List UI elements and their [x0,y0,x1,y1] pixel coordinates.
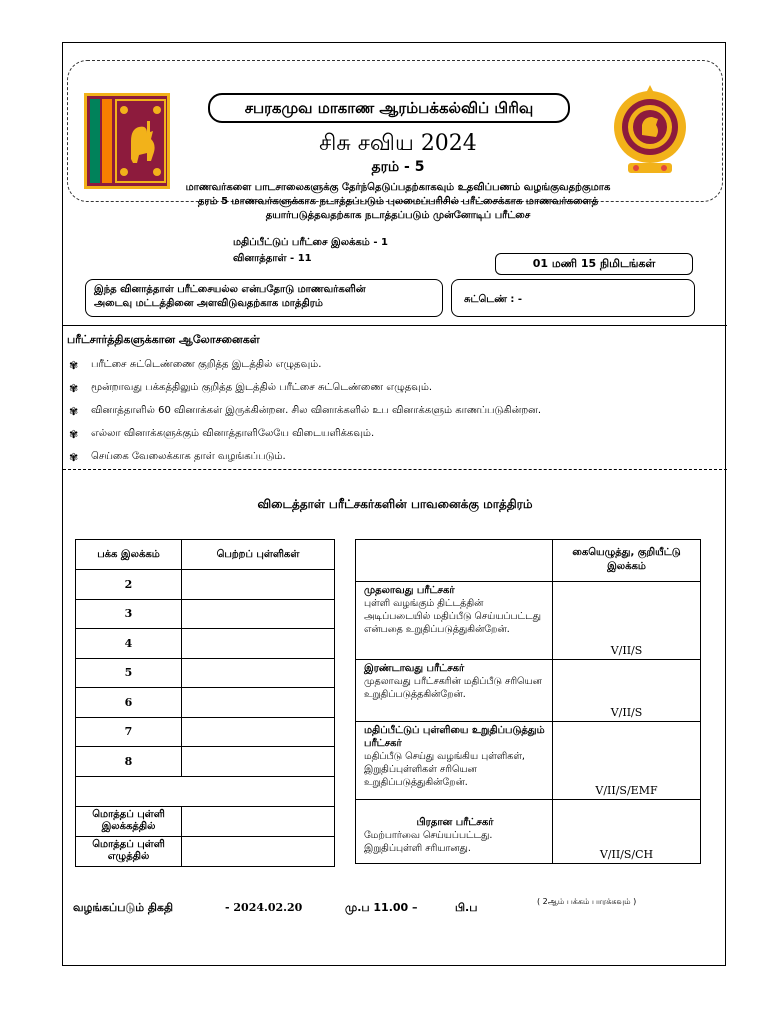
table-row [76,836,335,866]
table-row [356,660,701,722]
sri-lanka-flag-icon [84,93,170,189]
marks-cell[interactable] [182,717,335,747]
table-header-row [356,540,701,582]
table-row [356,582,701,660]
total-words-cell[interactable] [182,836,335,866]
table-row [76,599,335,629]
instruction-text: மூன்றாவது பக்கத்திலும் குறித்த இடத்தில் பரீட்சை சுட்டெண்ணை எழுதவும். [91,382,433,393]
signature-code-cell[interactable]: V/II/S/EMF [553,722,701,800]
role-title: பிரதான பரீட்சகர் [416,817,494,828]
role-title: இரண்டாவது பரீட்சகர் [364,663,465,674]
role-desc: மதிப்பீடு செய்து வழங்கிய புள்ளிகள், இறுதிப்புள்ளிகள் சரியென உறுதிப்படுத்துகின்றேன். [364,751,525,788]
second-examiner-cell [356,660,553,722]
instruction-text: பரீட்சை சுட்டெண்ணை குறித்த இடத்தில் எழுதவும். [91,359,322,370]
marks-cell[interactable] [182,658,335,688]
column-header: பெற்றப் புள்ளிகள் [182,540,335,570]
examiner-section-title: விடைத்தாள் பரீட்சகர்களின் பாவனைக்கு மாத்திரம் [257,497,533,511]
list-item [69,382,719,405]
instructions-list [69,359,719,474]
time-start: மு.ப 11.00 – [345,901,418,914]
date-label: வழங்கப்படும் திகதி [73,901,173,914]
signature-code-cell[interactable]: V/II/S/CH [553,800,701,864]
page-number-cell: 4 [76,629,182,659]
role-desc: மேற்பார்வை செய்யப்பட்டது. இறுதிப்புள்ளி சரியானது. [364,830,493,854]
flower-bullet-icon: ✾ [69,451,79,464]
total-number-label: மொத்தப் புள்ளி இலக்கத்தில் [76,806,182,836]
marks-cell[interactable] [182,599,335,629]
time-end: பி.ப [455,901,478,914]
marks-table [75,539,335,867]
signature-code-cell[interactable]: V/II/S [553,660,701,722]
paper-number: வினாத்தாள் - 11 [233,253,312,264]
marks-verifier-cell [356,722,553,800]
note-box [85,279,443,317]
table-row [76,717,335,747]
flower-bullet-icon: ✾ [69,359,79,372]
flower-bullet-icon: ✾ [69,428,79,441]
note-line: அடைவு மட்டத்தினை அளவிடுவதற்காக மாத்திரம் [94,298,323,309]
blank-cell [76,776,335,806]
duration-box: 01 மணி 15 நிமிடங்கள் [495,253,693,275]
instructions-title: பரீட்சார்த்திகளுக்கான ஆலோசனைகள் [67,333,260,346]
page-number-cell: 6 [76,688,182,718]
exam-paper-page [62,42,726,966]
intro-text [103,181,693,223]
page-number-cell: 2 [76,570,182,600]
table-row [76,629,335,659]
grade-label: தரம் - 5 [371,159,425,175]
page-number-cell: 8 [76,747,182,777]
first-examiner-cell [356,582,553,660]
instruction-text: எல்லா வினாக்களுக்கும் வினாத்தாளிலேயே விடையளிக்கவும். [91,428,375,439]
intro-line: தயார்படுத்தவதற்காக நடாத்தப்படும் முன்னோடிப் பரீட்சை [265,210,531,221]
intro-line: தரம் 5 மாணவர்களுக்காக நடாத்தப்படும் புலமைப்பரிசில் பரீட்சைக்காக மாணவர்களைத் [197,196,599,207]
list-item [69,405,719,428]
blank-header-cell [356,540,553,582]
total-words-label: மொத்தப் புள்ளி எழுத்தில் [76,836,182,866]
table-row [356,722,701,800]
table-header-row [76,540,335,570]
index-number-box[interactable]: சுட்டெண் : - [451,279,695,317]
table-row [76,806,335,836]
role-desc: புள்ளி வழங்கும் திட்டத்தின் அடிப்படையில் மதிப்பீடு செய்யப்பட்டது என்பதை உறுதிப்படுத்துகின்றேன். [364,598,541,635]
note-line: இந்த வினாத்தாள் பரீட்சையல்ல என்பதோடு மாணவர்களின் [94,284,366,295]
instruction-text: செய்கை வேலைக்காக தாள் வழங்கப்படும். [91,451,286,462]
intro-line: மாணவர்களை பாடசாலைகளுக்கு தேர்ந்தெடுப்பதற்காகவும் உதவிப்பணம் வழங்குவதற்குமாக [185,182,611,193]
signature-header: கையெழுத்து, குறியீட்டு இலக்கம் [553,540,701,582]
role-desc: முதலாவது பரீட்சகரின் மதிப்பீடு சரியென உறுதிப்படுத்தகின்றேன். [364,676,542,700]
signature-code-cell[interactable]: V/II/S [553,582,701,660]
column-header: பக்க இலக்கம் [76,540,182,570]
table-row [76,776,335,806]
role-title: முதலாவது பரீட்சகர் [364,585,455,596]
instruction-text: வினாத்தாளில் 60 வினாக்கள் இருக்கின்றன. சில வினாக்களில் உப வினாக்களும் காணப்படுகின்றன. [91,405,541,416]
role-title: மதிப்பீட்டுப் புள்ளியை உறுதிப்படுத்தும் பரீட்சகர் [364,725,545,749]
total-number-cell[interactable] [182,806,335,836]
marks-cell[interactable] [182,747,335,777]
page-number-cell: 5 [76,658,182,688]
table-row [76,658,335,688]
exam-number: மதிப்பீட்டுப் பரீட்சை இலக்கம் - 1 [233,237,388,248]
page-number-cell: 7 [76,717,182,747]
table-row [356,800,701,864]
flower-bullet-icon: ✾ [69,405,79,418]
chief-examiner-cell [356,800,553,864]
table-row [76,570,335,600]
list-item [69,359,719,382]
marks-cell[interactable] [182,570,335,600]
flower-bullet-icon: ✾ [69,382,79,395]
examiner-signature-table [355,539,701,864]
sri-lanka-emblem-icon [608,83,692,179]
marks-cell[interactable] [182,688,335,718]
dashed-divider [63,469,727,470]
see-page-note: ( 2ஆம் பக்கம் பாரக்கவும் ) [537,897,637,906]
table-row [76,688,335,718]
list-item [69,451,719,474]
marks-cell[interactable] [182,629,335,659]
divider [63,325,727,326]
list-item [69,428,719,451]
province-office-title: சபரகமுவ மாகாண ஆரம்பக்கல்விப் பிரிவு [208,93,570,123]
page-number-cell: 3 [76,599,182,629]
date-value: - 2024.02.20 [225,901,303,914]
table-row [76,747,335,777]
exam-title: சிசு சவிய 2024 [319,131,477,156]
